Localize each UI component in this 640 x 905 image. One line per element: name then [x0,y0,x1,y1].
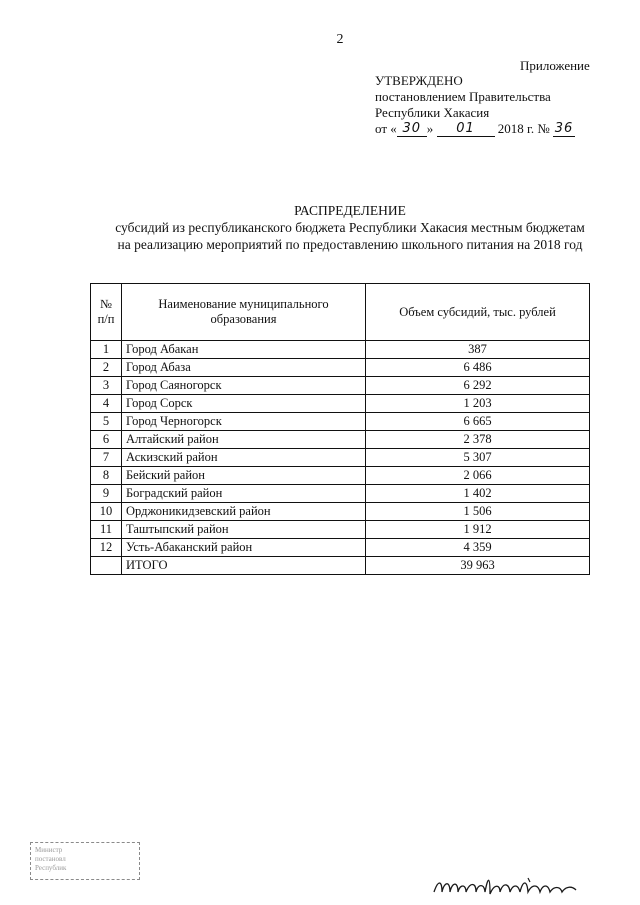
header-number-abbrev: п/п [97,312,115,326]
approved-line-1: постановлением Правительства [375,89,551,104]
row-number: 8 [91,467,122,485]
row-municipality: Город Абакан [122,341,366,359]
date-prefix: от « [375,121,397,136]
title-line-1: субсидий из республиканского бюджета Республики Хакасия местным бюджетам [115,220,585,235]
row-number: 1 [91,341,122,359]
approval-block [375,73,575,137]
subsidy-table [90,283,590,575]
row-municipality: Орджоникидзевский район [122,503,366,521]
row-municipality: Город Саяногорск [122,377,366,395]
row-number: 9 [91,485,122,503]
handwritten-signature [430,872,580,900]
row-number: 11 [91,521,122,539]
header-municipality [122,284,366,341]
row-number: 5 [91,413,122,431]
table-row [91,467,590,485]
registration-stamp [30,842,140,880]
row-number: 4 [91,395,122,413]
row-number: 10 [91,503,122,521]
row-number: 7 [91,449,122,467]
stamp-line-2: постановл [35,855,66,863]
table-row [91,485,590,503]
row-municipality: Усть-Абаканский район [122,539,366,557]
table-header-row [91,284,590,341]
date-day: 30 [397,121,427,137]
row-amount: 5 307 [366,449,590,467]
row-number: 3 [91,377,122,395]
total-amount: 39 963 [366,557,590,575]
row-municipality: Алтайский район [122,431,366,449]
row-amount: 387 [366,341,590,359]
table-row [91,413,590,431]
approved-line-2: Республики Хакасия [375,105,490,120]
row-municipality: Город Черногорск [122,413,366,431]
header-number-symbol: № [100,297,112,311]
row-municipality: Город Сорск [122,395,366,413]
table-row [91,431,590,449]
row-number: 12 [91,539,122,557]
date-month: 01 [437,121,495,137]
row-amount: 6 486 [366,359,590,377]
stamp-line-3: Республик [35,864,67,872]
table-row [91,521,590,539]
appendix-label: Приложение [520,58,590,73]
row-amount: 6 292 [366,377,590,395]
table-row [91,503,590,521]
approval-date-line [375,121,575,137]
approved-label: УТВЕРЖДЕНО [375,73,463,88]
table-row [91,395,590,413]
row-municipality: Город Абаза [122,359,366,377]
date-mid: » [426,121,434,136]
row-amount: 1 912 [366,521,590,539]
row-amount: 1 203 [366,395,590,413]
row-number: 6 [91,431,122,449]
header-municipality-line-2: образования [210,312,277,326]
row-municipality: Таштыпский район [122,521,366,539]
decree-number: 36 [554,121,574,136]
title-heading: РАСПРЕДЕЛЕНИЕ [294,203,406,218]
row-number: 2 [91,359,122,377]
table-total-row [91,557,590,575]
row-municipality: Бейский район [122,467,366,485]
row-amount: 2 378 [366,431,590,449]
stamp-line-1: Министр [35,846,63,854]
header-number [91,284,122,341]
table-row [91,449,590,467]
header-amount: Объем субсидий, тыс. рублей [366,284,590,341]
row-amount: 4 359 [366,539,590,557]
row-amount: 2 066 [366,467,590,485]
document-title [70,202,630,253]
row-amount: 1 506 [366,503,590,521]
row-municipality: Боградский район [122,485,366,503]
total-number-cell [91,557,122,575]
table-row [91,359,590,377]
total-label: ИТОГО [122,557,366,575]
row-amount: 1 402 [366,485,590,503]
row-amount: 6 665 [366,413,590,431]
table-row [91,539,590,557]
date-year: 2018 г. № [497,121,550,136]
table-row [91,377,590,395]
header-municipality-line-1: Наименование муниципального [158,297,329,311]
title-line-2: на реализацию мероприятий по предоставлению школьного питания на 2018 год [117,237,583,252]
row-municipality: Аскизский район [122,449,366,467]
page-number: 2 [336,32,344,47]
table-row [91,341,590,359]
